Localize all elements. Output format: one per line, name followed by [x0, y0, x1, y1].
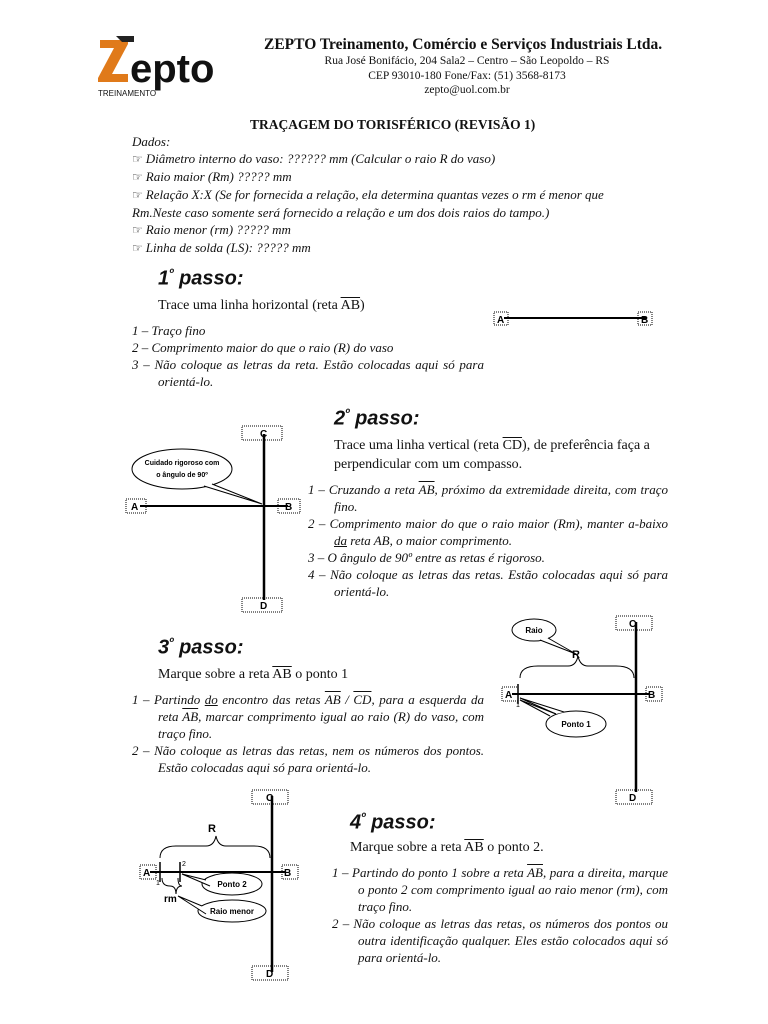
company-name: ZEPTO Treinamento, Comércio e Serviços Industriais Ltda. [264, 36, 663, 53]
label-a: A [497, 315, 505, 326]
address-line: Rua José Bonifácio, 204 Sala2 – Centro – São Leopoldo – RS [324, 55, 610, 67]
label-rm: rm [164, 894, 177, 905]
label-b: B [648, 690, 656, 701]
label-a: A [131, 502, 139, 513]
label-d: D [260, 601, 268, 612]
callout-text: Raio menor [209, 907, 255, 916]
step1-instruction: Trace uma linha horizontal (reta $\overline{AB}$) [158, 298, 365, 313]
list-item: 2 – Comprimento maior do que o raio (R) do vaso [132, 340, 394, 355]
step3-figure [498, 612, 670, 806]
cep-phone-line: CEP 93010-180 Fone/Fax: (51) 3568-8173 [368, 69, 566, 82]
dados-continuation: Rm.Neste caso somente será fornecido a relação e um dos dois raios do tampo.) [132, 205, 550, 220]
label-b: B [285, 502, 293, 513]
step1-list [132, 322, 484, 390]
dados-section [132, 133, 672, 257]
label-d: D [629, 793, 637, 804]
list-item: 3 – O ângulo de 90º entre as retas é rigoroso. [308, 550, 545, 565]
label-point-1: 1 [156, 880, 160, 887]
list-item: 4 – Não coloque as letras das retas. Estão colocadas aqui só para orientá-lo. [308, 567, 668, 599]
dados-heading: Dados: [132, 134, 171, 149]
label-r: R [208, 823, 216, 835]
label-point-1: 1 [516, 702, 520, 709]
step1-figure [490, 306, 660, 330]
step3-instruction: Marque sobre a reta $\overline{AB}$ o ponto 1 [158, 667, 349, 682]
step2-figure [120, 420, 310, 620]
email-line: zepto@uol.com.br [424, 84, 510, 96]
dados-item: ☞ Linha de solda (LS): ????? mm [132, 240, 311, 255]
label-c: C [260, 429, 268, 440]
label-a: A [143, 868, 151, 879]
company-address [292, 54, 642, 98]
label-c: C [266, 793, 274, 804]
step2-list [308, 481, 668, 600]
label-a: A [505, 690, 513, 701]
callout-text: Ponto 2 [217, 880, 247, 889]
callout-text: o ângulo de 90º [156, 472, 208, 479]
step3-heading: $3^º$ passo: [158, 635, 244, 659]
logo-sub: TREINAMENTO [98, 89, 157, 98]
pointing-hand-icon: ☞ [132, 241, 143, 255]
list-item: 2 – Comprimento maior do que o raio maior (Rm), manter a-baixo da reta AB, o maior comprimento. [308, 516, 668, 548]
step1-heading: $1^º$ passo: [158, 266, 244, 290]
zepto-logo [94, 34, 234, 100]
label-point-2: 2 [182, 861, 186, 868]
list-item: 1 – Cruzando a reta $\overline{AB}$, próximo da extremidade direita, com traço fino. [308, 482, 668, 514]
callout-text: Raio [525, 626, 543, 635]
dados-item: ☞ Raio maior (Rm) ????? mm [132, 169, 292, 184]
step4-instruction: Marque sobre a reta $\overline{AB}$ o ponto 2. [350, 840, 544, 855]
label-b: B [284, 868, 292, 879]
document-title: TRAÇAGEM DO TORISFÉRICO (REVISÃO 1) [250, 117, 536, 132]
pointing-hand-icon: ☞ [132, 223, 143, 237]
dados-item: ☞ Diâmetro interno do vaso: ?????? mm (Calcular o raio R do vaso) [132, 151, 496, 166]
step4-heading: $4^º$ passo: [350, 810, 436, 834]
step2-instruction: Trace uma linha vertical (reta $\overline{CD}$), de preferência faça a perpendicular com um compasso. [334, 438, 650, 472]
list-item: 2 – Não coloque as letras das retas, nem os números dos pontos. Estão colocadas aqui só para orientá-lo. [132, 743, 484, 775]
logo-brand: epto [130, 47, 215, 91]
list-item: 2 – Não coloque as letras das retas, os números dos pontos ou outra identificação qualquer. Eles estão colocados aqui só para orientá-lo. [332, 916, 668, 965]
list-item: 1 – Partindo do encontro das retas $\overline{AB} / \overline{CD}$, para a esquerda da reta $\overline{AB}$, marcar comprimento igual ao raio (R) do vaso, com traço fino. [132, 692, 484, 741]
list-item: 3 – Não coloque as letras da reta. Estão colocadas aqui só para orientá-lo. [132, 357, 484, 389]
label-r: R [572, 649, 580, 661]
pointing-hand-icon: ☞ [132, 188, 143, 202]
step4-figure [136, 786, 302, 984]
callout-text: Ponto 1 [561, 720, 591, 729]
callout-text: Cuidado rigoroso com [144, 460, 220, 467]
pointing-hand-icon: ☞ [132, 170, 143, 184]
dados-item: ☞ Relação X:X (Se for fornecida a relação, ela determina quantas vezes o rm é menor que [132, 187, 604, 202]
label-c: C [629, 619, 637, 630]
list-item: 1 – Traço fino [132, 323, 206, 338]
step2-heading: $2^º$ passo: [334, 406, 420, 430]
step4-list [332, 864, 668, 966]
label-b: B [641, 315, 649, 326]
list-item: 1 – Partindo do ponto 1 sobre a reta $\overline{AB}$, para a direita, marque o ponto 2 com comprimento igual ao raio menor (rm), com traço fino. [332, 865, 668, 914]
pointing-hand-icon: ☞ [132, 152, 143, 166]
step3-list [132, 691, 484, 776]
label-d: D [266, 969, 274, 980]
dados-item: ☞ Raio menor (rm) ????? mm [132, 222, 291, 237]
